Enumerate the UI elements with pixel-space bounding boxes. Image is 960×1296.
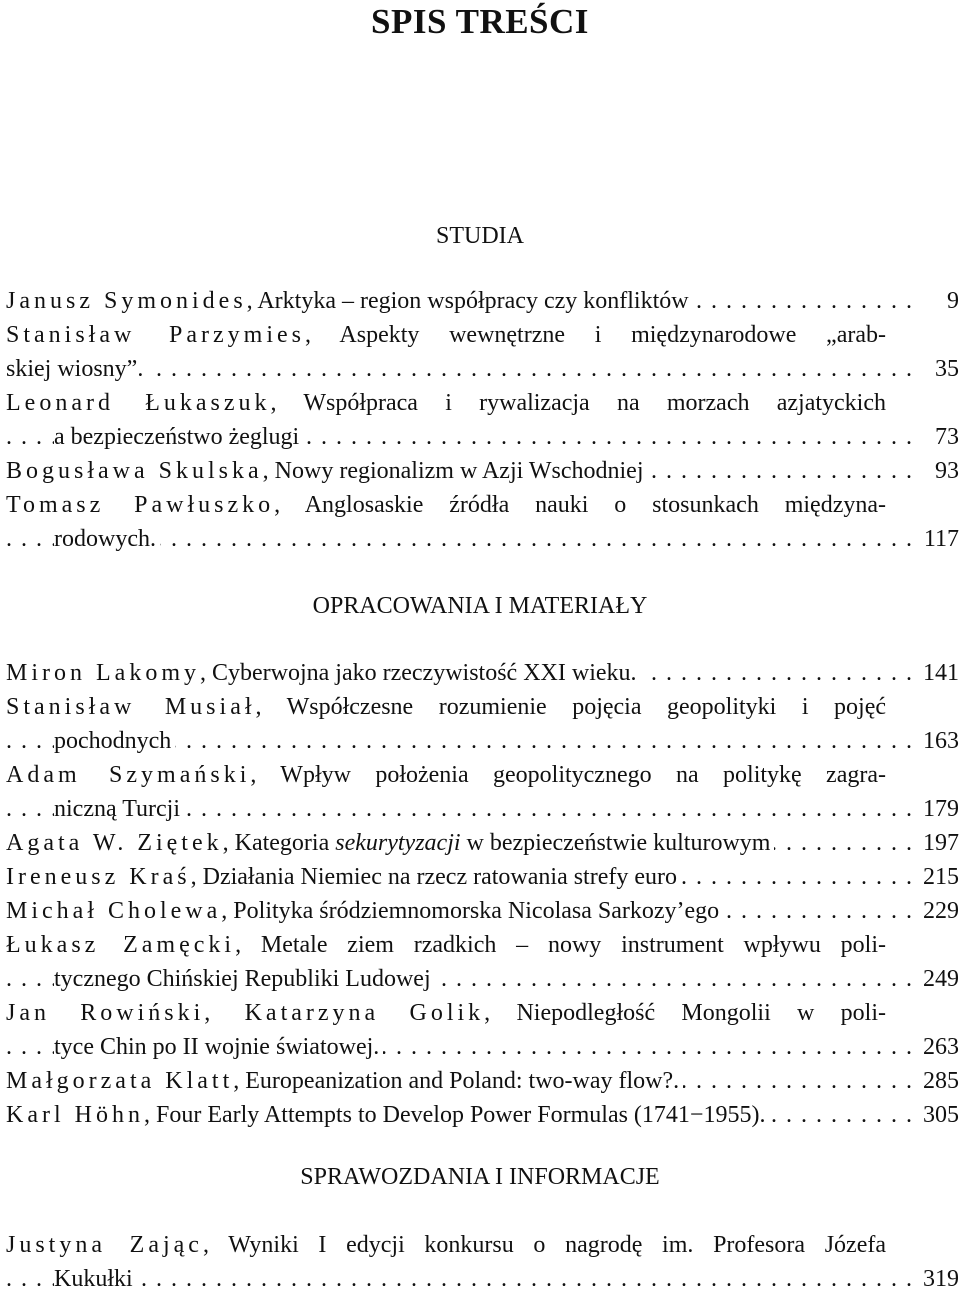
entry-title-rest: w bezpieczeństwie kulturowym	[460, 830, 771, 856]
entry-author: Małgorzata Klatt	[6, 1068, 234, 1094]
entry-author: Karl Höhn	[6, 1102, 144, 1128]
entry-title-continued: a bezpieczeństwo żeglugi	[54, 424, 303, 450]
page-number: 215	[913, 860, 959, 894]
toc-entry[interactable]	[6, 894, 959, 928]
entry-author: Adam Szymański	[6, 762, 251, 788]
entry-title: , Anglosaskie źródła nauki o stosunkach międzyna-	[274, 492, 886, 518]
entry-author: Bogusława Skulska	[6, 458, 263, 484]
entry-title-italic: sekurytyzacji	[335, 830, 461, 856]
entry-title: , Arktyka – region współpracy czy konfliktów	[246, 288, 689, 314]
toc-entry[interactable]	[6, 1228, 959, 1296]
page-number: 197	[913, 826, 959, 860]
toc-entry[interactable]	[6, 318, 959, 386]
entry-title-continued: rodowych.	[54, 526, 160, 552]
entry-title: , Współpraca i rywalizacja na morzach azjatyckich	[270, 390, 886, 416]
entry-title: , Wyniki I edycji konkursu o nagrodę im. Profesora Józefa	[202, 1232, 886, 1258]
toc-entry[interactable]	[6, 656, 959, 690]
page-number: 9	[913, 284, 959, 318]
toc-entry[interactable]	[6, 1098, 959, 1132]
entry-title-continued: tycznego Chińskiej Republiki Ludowej	[54, 966, 435, 992]
toc-entry[interactable]	[6, 488, 959, 556]
toc-entry[interactable]	[6, 758, 959, 826]
entry-author: Janusz Symonides	[6, 288, 247, 314]
toc-entry[interactable]	[6, 454, 959, 488]
entry-title: , Współczesne rozumienie pojęcia geopolityki i pojęć	[255, 694, 886, 720]
toc-entry[interactable]	[6, 860, 959, 894]
page-number: 179	[913, 792, 959, 826]
entry-title: , Niepodległość Mongolii w poli-	[484, 1000, 886, 1026]
page-number: 319	[913, 1262, 959, 1296]
entry-author: Ireneusz Kraś	[6, 864, 191, 890]
entry-title: , Cyberwojna jako rzeczywistość XXI wieku.	[199, 660, 637, 686]
entry-author: Stanisław Parzymies	[6, 322, 306, 348]
entry-author: Łukasz Zamęcki	[6, 932, 236, 958]
entry-author: Michał Cholewa	[6, 898, 222, 924]
toc-entry[interactable]	[6, 386, 959, 454]
page-number: 263	[913, 1030, 959, 1064]
page-number: 73	[913, 420, 959, 454]
toc-entry[interactable]	[6, 826, 959, 860]
page-number: 35	[913, 352, 959, 386]
entry-title-continued: niczną Turcji	[54, 796, 184, 822]
entry-author: Tomasz Pawłuszko	[6, 492, 275, 518]
entry-title-continued: skiej wiosny”.	[6, 356, 147, 382]
entry-title: , Europeanization and Poland: two-way flow?.	[233, 1068, 680, 1094]
toc-entry[interactable]	[6, 996, 959, 1064]
page-number: 93	[913, 454, 959, 488]
page-number: 163	[913, 724, 959, 758]
entry-title-continued: tyce Chin po II wojnie światowej.	[54, 1034, 383, 1060]
page-number: 117	[913, 522, 959, 556]
entry-author: Agata W. Ziętek	[6, 830, 223, 856]
toc-entry[interactable]	[6, 1064, 959, 1098]
toc-entry[interactable]	[6, 690, 959, 758]
entry-author: Justyna Zając	[6, 1232, 203, 1258]
entry-author: Leonard Łukaszuk	[6, 390, 271, 416]
page-title: SPIS TREŚCI	[371, 2, 589, 41]
toc-entry[interactable]	[6, 284, 959, 318]
section-heading-sprawozdania: SPRAWOZDANIA I INFORMACJE	[300, 1164, 660, 1190]
section-heading-opracowania: OPRACOWANIA I MATERIAŁY	[312, 593, 648, 619]
entry-title-continued: Kukułki	[54, 1266, 137, 1292]
page-number: 141	[913, 656, 959, 690]
entry-title: , Four Early Attempts to Develop Power Formulas (1741−1955).	[143, 1102, 766, 1128]
page-number: 305	[913, 1098, 959, 1132]
page-number: 229	[913, 894, 959, 928]
section-heading-studia: STUDIA	[436, 223, 524, 249]
entry-author: Jan Rowiński, Katarzyna Golik	[6, 1000, 485, 1026]
entry-title-continued: pochodnych	[54, 728, 175, 754]
entry-title: , Polityka śródziemnomorska Nicolasa Sarkozy’ego	[221, 898, 720, 924]
page-number: 249	[913, 962, 959, 996]
entry-title: , Działania Niemiec na rzecz ratowania strefy euro	[190, 864, 678, 890]
toc-entry[interactable]	[6, 928, 959, 996]
entry-title: , Aspekty wewnętrzne i międzynarodowe „arab-	[305, 322, 886, 348]
entry-author: Miron Lakomy	[6, 660, 200, 686]
entry-title: , Nowy regionalizm w Azji Wschodniej	[262, 458, 644, 484]
page-number: 285	[913, 1064, 959, 1098]
entry-title: , Kategoria	[222, 830, 336, 856]
entry-title: , Wpływ położenia geopolitycznego na politykę zagra-	[250, 762, 886, 788]
entry-title: , Metale ziem rzadkich – nowy instrument wpływu poli-	[235, 932, 886, 958]
entry-author: Stanisław Musiał	[6, 694, 256, 720]
